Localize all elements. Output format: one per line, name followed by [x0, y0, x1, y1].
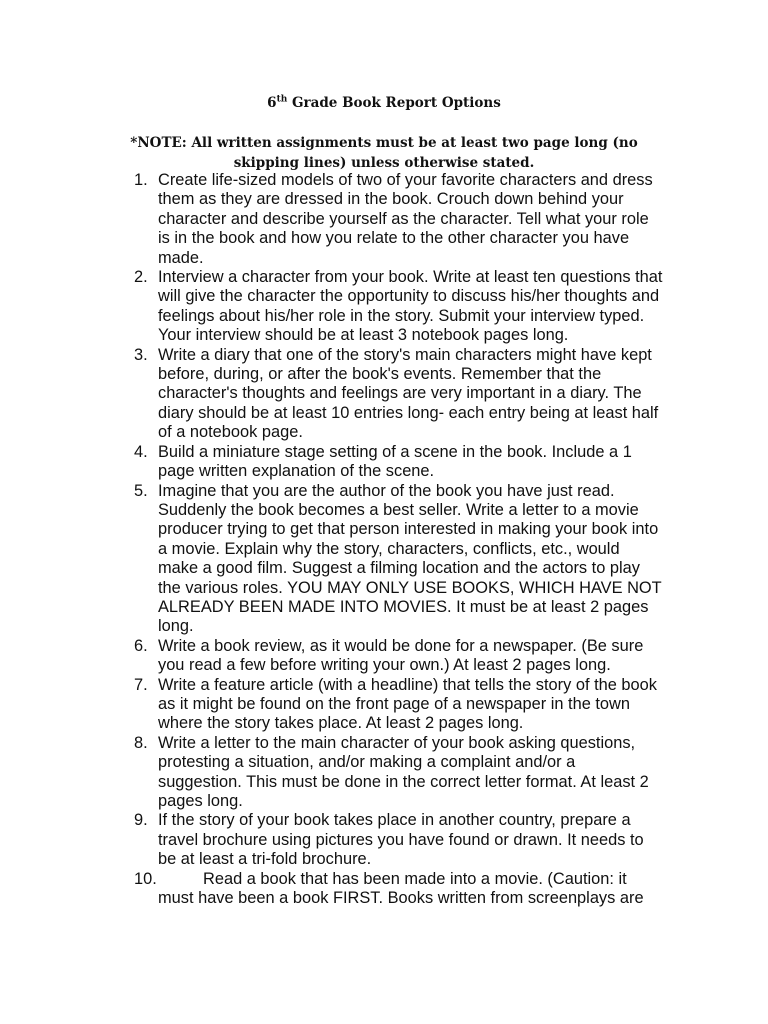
- item-text: Write a book review, as it would be done for a newspaper. (Be sure you read a few before writing your own.) At least 2 pages long.: [158, 636, 644, 675]
- title-ordinal-suffix: th: [276, 94, 288, 105]
- item-number: 6.: [134, 636, 148, 655]
- list-item-8: [0, 734, 663, 812]
- title-text: Grade Book Report Options: [287, 95, 501, 111]
- report-options-list: [0, 171, 663, 908]
- list-item-6: [0, 637, 663, 676]
- list-item-2: [0, 268, 663, 346]
- page-title: [0, 93, 768, 113]
- list-item-5: [0, 482, 663, 637]
- item-number: 8.: [134, 733, 148, 752]
- item-text: Write a feature article (with a headline) that tells the story of the book as it might be found on the front page of a newspaper in the town where the story takes place. At least 2 pages long.: [158, 675, 657, 733]
- list-item-7: [0, 676, 663, 734]
- item-text: Write a letter to the main character of your book asking questions, protesting a situation, and/or making a complaint and/or a suggestion. This must be done in the correct letter format. At least 2 pages long.: [158, 733, 649, 810]
- item-number: 1.: [134, 171, 148, 189]
- list-item-3: [0, 346, 663, 443]
- item-number: 2.: [134, 268, 148, 287]
- assignment-note: *NOTE: All written assignments must be at least two page long (no skipping lines) unless otherwise stated.: [130, 135, 638, 171]
- item-text: Read a book that has been made into a movie. (Caution: it must have been a book FIRST. Books written from screenplays are: [158, 869, 644, 908]
- item-text: Interview a character from your book. Write at least ten questions that will give the character the opportunity to discuss his/her thoughts and feelings about his/her role in the story. Submit your interview typed. Your interview should be at least 3 notebook pages long.: [158, 268, 663, 345]
- item-number: 3.: [134, 345, 148, 364]
- list-item-9: [0, 811, 663, 869]
- item-text: Write a diary that one of the story's main characters might have kept before, during, or after the book's events. Remember that the character's thoughts and feelings are very important in a diary. The diary should be at least 10 entries long- each entry being at least half of a notebook page.: [158, 345, 659, 442]
- item-text: Build a miniature stage setting of a scene in the book. Include a 1 page written explanation of the scene.: [158, 442, 632, 481]
- list-item-1: [0, 171, 663, 268]
- list-item-4: [0, 443, 663, 482]
- item-text: Create life-sized models of two of your favorite characters and dress them as they are dressed in the book. Crouch down behind your character and describe yourself as the character. Tell what your role is in the book and how you relate to the other character you have made.: [158, 171, 653, 267]
- list-item-10: [0, 870, 663, 909]
- item-number: 7.: [134, 675, 148, 694]
- item-number: 9.: [134, 811, 148, 830]
- item-number: 10.: [134, 869, 157, 888]
- item-number: 4.: [134, 442, 148, 461]
- item-number: 5.: [134, 481, 148, 500]
- item-text: Imagine that you are the author of the book you have just read. Suddenly the book becomes a best seller. Write a letter to a movie producer trying to get that person interested in making your book into a movie. Explain why the story, characters, conflicts, etc., would make a good film. Suggest a filming location and the actors to play the various roles. YOU MAY ONLY USE BOOKS, WHICH HAVE NOT ALREADY BEEN MADE INTO MOVIES. It must be at least 2 pages long.: [158, 481, 662, 636]
- title-grade-number: 6: [267, 95, 277, 111]
- item-text: If the story of your book takes place in another country, prepare a travel brochure using pictures you have found or drawn. It needs to be at least a tri-fold brochure.: [158, 811, 644, 869]
